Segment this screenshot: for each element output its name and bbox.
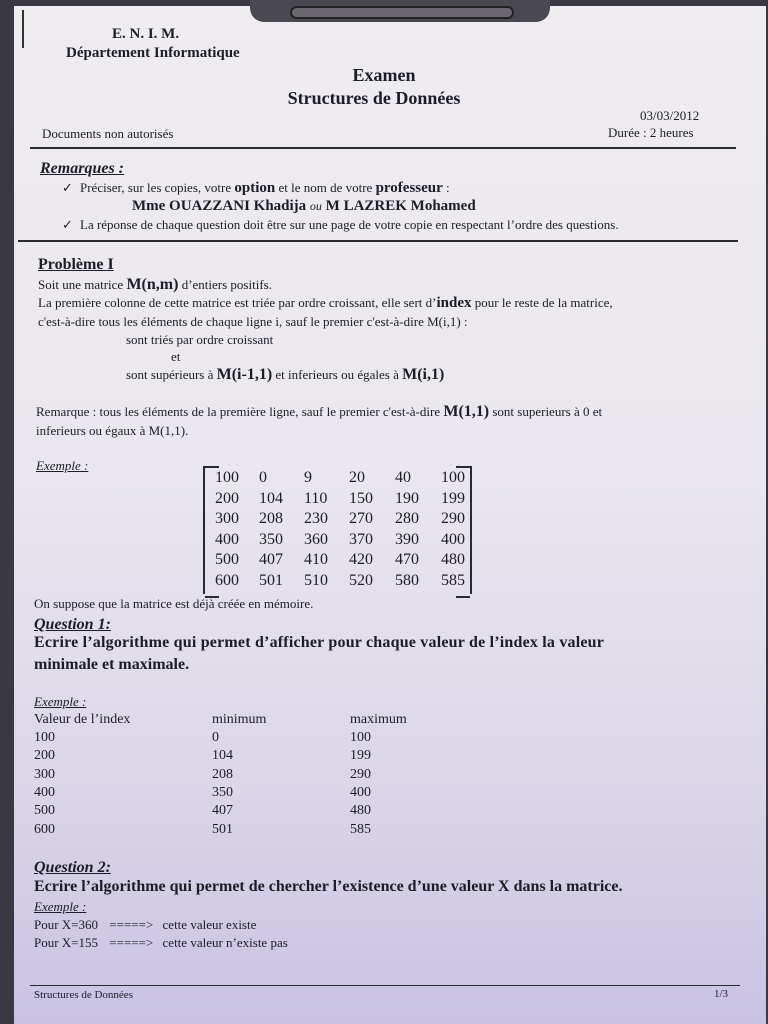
q1-text-2: minimale et maximale. [34,656,190,673]
table-cell: 100 [350,730,371,745]
q1-label: Question 1: [34,616,111,633]
and-text: et [171,349,181,364]
footer-title: Structures de Données [34,989,133,1001]
problem-remark-2: inferieurs ou égaux à M(1,1). [36,423,189,438]
problem-index: La première colonne de cette matrice est triée par ordre croissant, elle sert d’index pour le reste de la matrice, [38,295,613,311]
q1-example-label: Exemple : [34,694,87,709]
professor-names: Mme OUAZZANI Khadija ou M LAZREK Mohamed [132,198,476,214]
matrix-cell: 400 [215,530,239,548]
matrix-cell: 199 [441,489,465,507]
matrix-cell: 520 [349,571,373,589]
table-cell: maximum [350,712,407,727]
remark-option: ✓ Préciser, sur les copies, votre option et le nom de votre professeur : [62,180,450,196]
table-cell: 407 [212,803,233,819]
matrix-cell: 270 [349,510,373,527]
problem-intro: Soit une matrice M(n,m) d’entiers positifs. [38,276,272,293]
matrix-cell: 104 [259,489,283,507]
matrix-cell: 410 [304,551,328,568]
table-cell: 585 [350,821,371,837]
documents-note: Documents non autorisés [42,126,174,141]
divider-top [30,147,736,149]
q2-label: Question 2: [34,859,111,876]
exam-label: Examen [352,65,416,85]
course-title: Structures de Données [287,88,461,108]
matrix-cell: 190 [395,489,419,507]
matrix-cell: 208 [259,510,283,527]
table-cell: 104 [212,748,233,764]
problem-title: Problème I [38,256,114,273]
example-label: Exemple : [36,458,89,473]
matrix-cell: 230 [304,510,328,527]
matrix-cell: 390 [395,530,419,548]
matrix-cell: 407 [259,551,283,568]
table-cell: Valeur de l’index [34,712,131,727]
matrix-cell: 9 [304,469,312,486]
table-cell: 400 [350,784,371,800]
q2-example-2: Pour X=155 =====> cette valeur n’existe pas [34,935,288,950]
matrix-cell: 510 [304,571,328,589]
exam-duration: Durée : 2 heures [608,125,694,140]
matrix-cell: 200 [215,489,239,507]
sorted-text: sont triés par ordre croissant [126,332,274,347]
matrix-cell: 370 [349,530,373,548]
matrix-cell: 40 [395,469,411,486]
matrix-cell: 0 [259,469,267,486]
clip-ring [290,6,514,19]
table-cell: 290 [350,766,371,782]
table-cell: 600 [34,821,55,837]
matrix-cell: 470 [395,551,419,568]
matrix-cell: 500 [215,551,239,568]
table-cell: 100 [34,730,55,745]
q2-text: Ecrire l’algorithme qui permet de chercher l’existence d’une valeur X dans la matrice. [34,878,623,895]
divider-remarks [18,240,738,242]
table-cell: minimum [212,712,267,727]
school-name: E. N. I. M. [112,26,180,42]
problem-remark: Remarque : tous les éléments de la première ligne, sauf le premier c'est-à-dire M(1,1) sont superieurs à 0 et [36,403,603,420]
matrix-cell: 400 [441,530,465,548]
department: Département Informatique [66,45,240,61]
q2-example-label: Exemple : [34,899,87,914]
exam-date: 03/03/2012 [640,108,700,123]
footer-page: 1/3 [714,988,729,1000]
matrix-cell: 360 [304,530,328,548]
matrix-cell: 480 [441,551,465,568]
matrix-cell: 300 [215,510,239,527]
matrix-cell: 350 [259,530,283,548]
matrix-cell: 20 [349,469,365,486]
matrix-cell: 600 [215,571,239,589]
matrix-cell: 150 [349,489,373,507]
matrix-cell: 100 [215,469,239,486]
clipboard-clip [250,0,550,22]
matrix-cell: 585 [441,571,465,589]
matrix-cell: 580 [395,571,419,589]
check-icon: ✓ [62,180,73,195]
remark-answer: ✓ La réponse de chaque question doit être sur une page de votre copie en respectant l’ordre des questions. [62,217,619,232]
table-cell: 501 [212,821,233,837]
matrix-cell: 290 [441,510,465,527]
matrix-cell: 100 [441,469,465,486]
matrix-cell: 110 [304,489,328,507]
q2-example-1: Pour X=360 =====> cette valeur existe [34,917,257,932]
assume-text: On suppose que la matrice est déjà créée en mémoire. [34,596,314,611]
table-cell: 0 [212,730,219,745]
table-cell: 200 [34,748,55,764]
example-matrix [203,466,472,594]
table-cell: 300 [34,766,55,782]
table-cell: 400 [34,784,55,800]
check-icon: ✓ [62,217,73,232]
matrix-cell: 280 [395,510,419,527]
table-cell: 199 [350,748,371,764]
table-cell: 500 [34,803,55,819]
q1-text: Ecrire l’algorithme qui permet d’afficher pour chaque valeur de l’index la valeur [34,634,605,651]
table-cell: 208 [212,766,233,782]
divider-footer [30,985,740,986]
remarks-title: Remarques : [40,160,124,177]
matrix-cell: 501 [259,571,283,589]
table-cell: 350 [212,784,233,800]
table-cell: 480 [350,803,371,819]
matrix-cell: 420 [349,551,373,568]
problem-condition: c'est-à-dire tous les éléments de chaque ligne i, sauf le premier c'est-à-dire M(i,1) : [38,314,468,329]
margin-mark [22,10,24,48]
greater-text: sont supérieurs à M(i-1,1) et inferieurs ou égales à M(i,1) [126,366,445,383]
